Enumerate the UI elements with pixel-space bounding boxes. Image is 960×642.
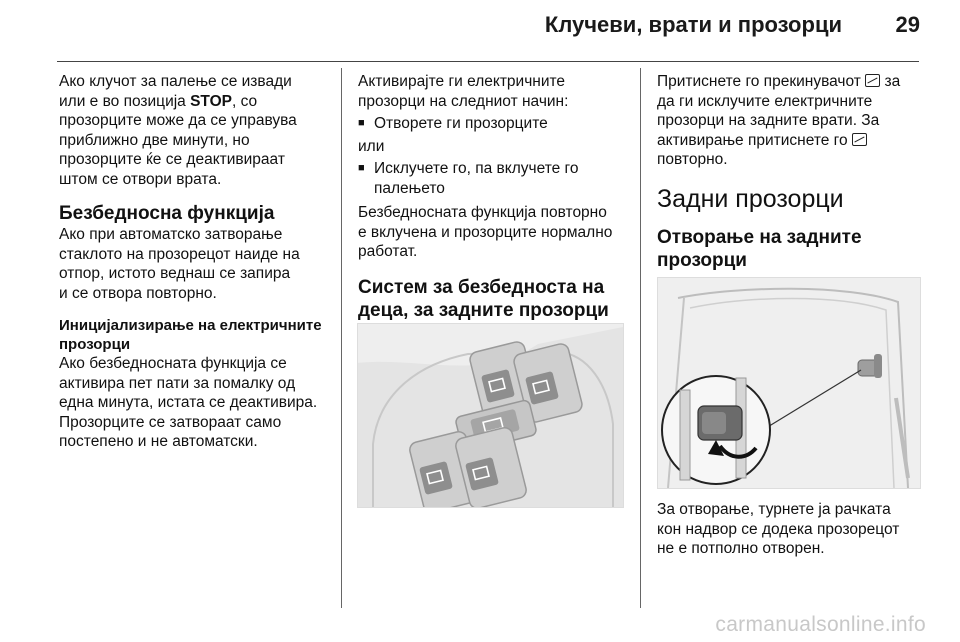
open-rear-windows-paragraph: За отворање, турнете ја рачката кон надвор се додека прозорецот не е потполно отворен. [657, 501, 900, 557]
column-divider-1 [341, 68, 342, 608]
header-divider [57, 61, 919, 62]
init-heading: Иницијализирање на електричните прозорци [59, 317, 322, 353]
bullet-item-open-windows: ■ Отворете ги прозорците [358, 115, 548, 132]
column-3-bottom [657, 500, 925, 559]
column-2 [358, 72, 628, 322]
safety-heading: Безбедносна функција [59, 203, 275, 224]
intro-paragraph: Ако клучот за палење се извади или е во позиција STOP, со прозорците може да се управува приближно две минути, но прозорците ќе се деактивираат штом се отвори врата. [59, 73, 297, 188]
column-divider-2 [640, 68, 641, 608]
or-text: или [358, 137, 385, 155]
window-switch-panel-figure [357, 323, 624, 508]
child-safety-heading: Систем за безбедноста на деца, за задните прозорци [358, 276, 609, 321]
activate-paragraph: Активирајте ги електричните прозорци на следниот начин: [358, 73, 569, 110]
window-switch-panel-illustration [358, 324, 623, 507]
window-lock-switch-icon [865, 74, 880, 87]
window-lock-switch-icon [852, 133, 867, 146]
page-number: 29 [895, 12, 920, 37]
rear-window-latch-figure [657, 277, 921, 489]
column-3 [657, 72, 925, 272]
square-bullet-icon: ■ [358, 117, 365, 129]
bullet-item-ignition: ■ Исклучете го, па вклучете го палењето [358, 160, 579, 197]
watermark: carmanualsonline.info [715, 613, 926, 636]
square-bullet-icon: ■ [358, 162, 365, 174]
init-paragraph: Ако безбедносната функција се активира пет пати за помалку од една минута, истата се деактивира. Прозорците се затвораат само постепено и не автоматски. [59, 355, 318, 450]
safety-paragraph: Ако при автоматско затворање стаклото на прозорецот наиде на отпор, истото веднаш се запира и се отвора повторно. [59, 226, 300, 302]
lock-switch-paragraph: Притиснете го прекинувачот за да ги исклучите електричните прозорци на задните врати. За активирање притиснете го повторно. [657, 73, 901, 168]
open-rear-windows-heading: Отворање на задните прозорци [657, 226, 862, 271]
page-header [0, 0, 960, 62]
reenabled-paragraph: Безбедносната функција повторно е вклучена и прозорците нормално работат. [358, 204, 613, 260]
page-title: Клучеви, врати и прозорци [544, 12, 842, 37]
rear-window-latch-illustration [658, 278, 920, 488]
column-1 [59, 72, 334, 452]
rear-windows-heading: Задни прозорци [657, 184, 844, 213]
